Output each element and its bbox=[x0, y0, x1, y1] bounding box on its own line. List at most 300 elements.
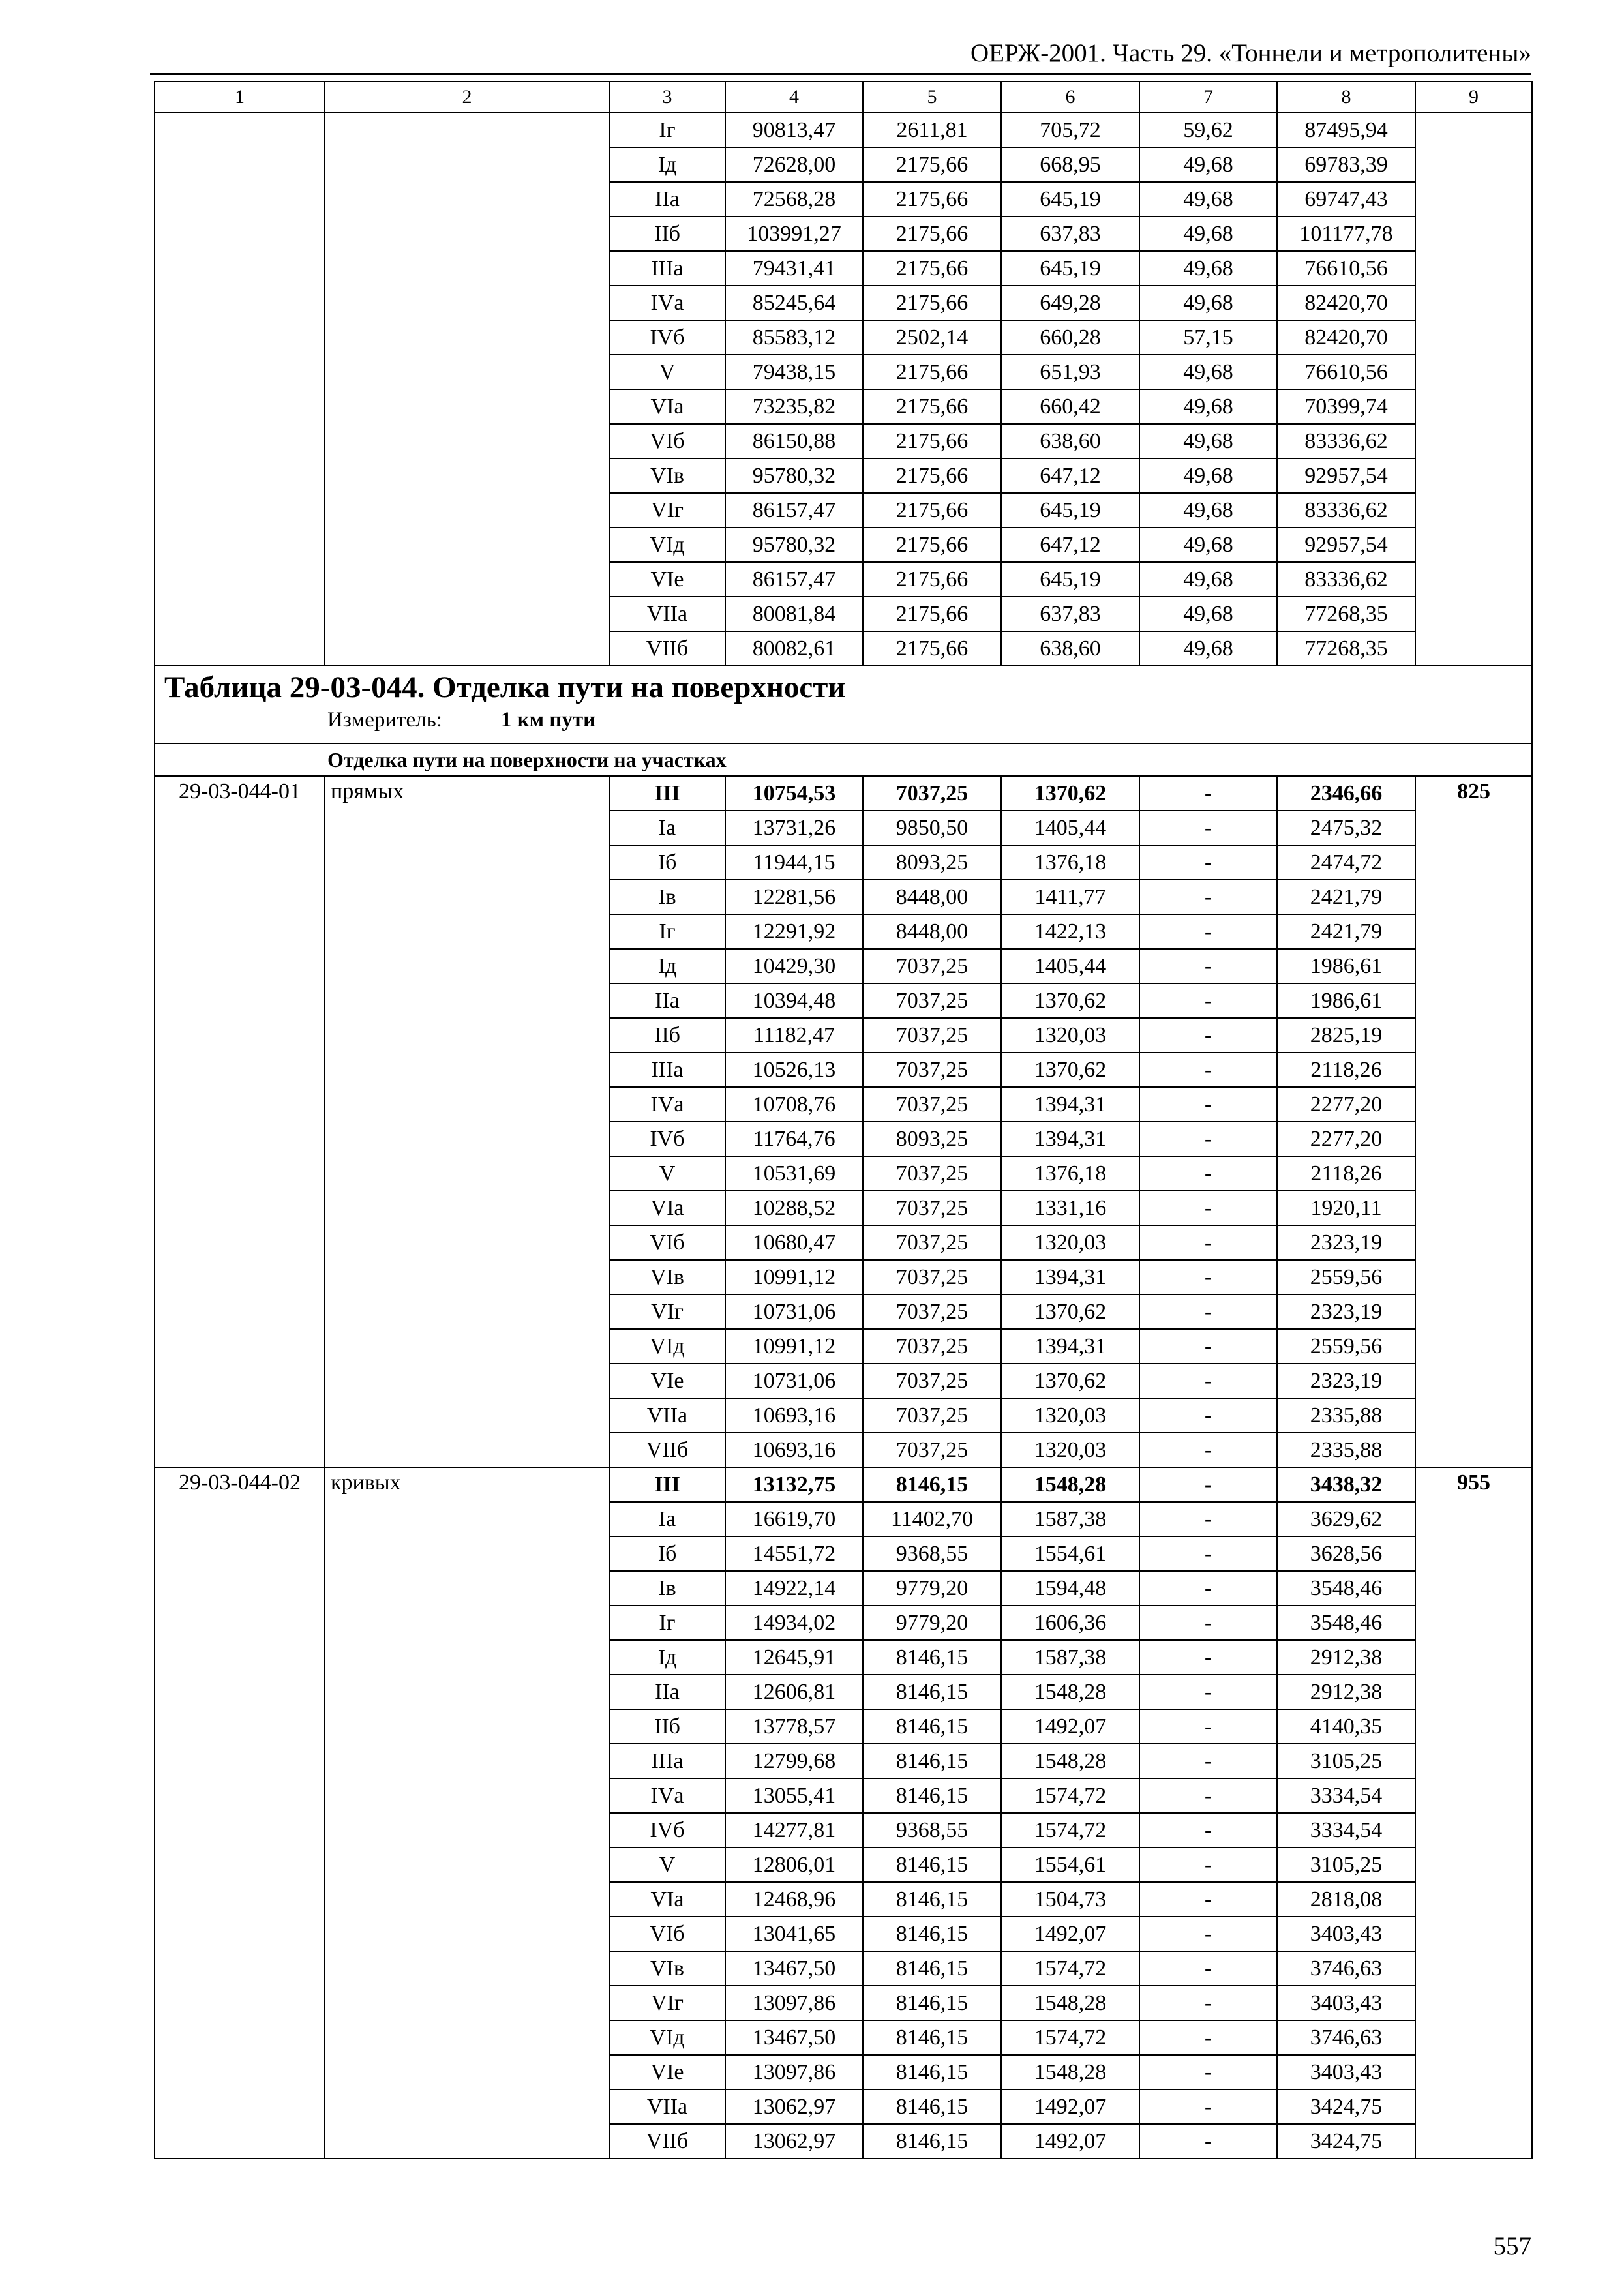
value-cell: 2175,66 bbox=[863, 286, 1001, 320]
value-cell: 77268,35 bbox=[1277, 597, 1415, 631]
value-cell: 86157,47 bbox=[725, 493, 863, 528]
value-cell: - bbox=[1139, 1467, 1277, 1502]
value-cell: VIIа bbox=[609, 1398, 725, 1433]
value-cell: 1394,31 bbox=[1001, 1122, 1139, 1156]
value-cell: 49,68 bbox=[1139, 389, 1277, 424]
value-cell: Iв bbox=[609, 1571, 725, 1606]
value-cell: 1986,61 bbox=[1277, 949, 1415, 983]
value-cell: 3334,54 bbox=[1277, 1778, 1415, 1813]
value-cell: 10531,69 bbox=[725, 1156, 863, 1191]
value-cell: 2175,66 bbox=[863, 217, 1001, 251]
value-cell: 1587,38 bbox=[1001, 1640, 1139, 1675]
value-cell: VIв bbox=[609, 1260, 725, 1294]
table-title-cell bbox=[155, 666, 1532, 743]
value-cell: 2346,66 bbox=[1277, 776, 1415, 811]
value-cell: 12645,91 bbox=[725, 1640, 863, 1675]
value-cell: - bbox=[1139, 1951, 1277, 1986]
value-cell: 92957,54 bbox=[1277, 458, 1415, 493]
value-cell: 1394,31 bbox=[1001, 1087, 1139, 1122]
value-cell: - bbox=[1139, 1502, 1277, 1536]
value-cell: 101177,78 bbox=[1277, 217, 1415, 251]
value-cell: - bbox=[1139, 845, 1277, 880]
value-cell: 2825,19 bbox=[1277, 1018, 1415, 1053]
value-cell: Iд bbox=[609, 949, 725, 983]
value-cell: - bbox=[1139, 1640, 1277, 1675]
value-cell: 49,68 bbox=[1139, 493, 1277, 528]
value-cell: 2175,66 bbox=[863, 631, 1001, 666]
value-cell: - bbox=[1139, 2124, 1277, 2159]
value-cell: 59,62 bbox=[1139, 113, 1277, 147]
value-cell: - bbox=[1139, 1986, 1277, 2020]
column-number: 5 bbox=[863, 82, 1001, 113]
value-cell: Iг bbox=[609, 914, 725, 949]
value-cell: 1606,36 bbox=[1001, 1606, 1139, 1640]
value-cell: IVа bbox=[609, 1087, 725, 1122]
value-cell: 49,68 bbox=[1139, 147, 1277, 182]
value-cell: 1405,44 bbox=[1001, 949, 1139, 983]
value-cell: 651,93 bbox=[1001, 355, 1139, 389]
value-cell: 83336,62 bbox=[1277, 562, 1415, 597]
value-cell: 1394,31 bbox=[1001, 1329, 1139, 1364]
value-cell: 2421,79 bbox=[1277, 880, 1415, 914]
value-cell: 3105,25 bbox=[1277, 1848, 1415, 1882]
value-cell: 3403,43 bbox=[1277, 1917, 1415, 1951]
value-cell: 1548,28 bbox=[1001, 1467, 1139, 1502]
value-cell: 2175,66 bbox=[863, 562, 1001, 597]
table-row bbox=[155, 776, 1532, 811]
value-cell: 8146,15 bbox=[863, 2124, 1001, 2159]
value-cell: 14277,81 bbox=[725, 1813, 863, 1848]
value-cell: 3548,46 bbox=[1277, 1571, 1415, 1606]
value-cell: 1320,03 bbox=[1001, 1018, 1139, 1053]
value-cell: - bbox=[1139, 2055, 1277, 2089]
value-cell: - bbox=[1139, 1329, 1277, 1364]
value-cell: 10731,06 bbox=[725, 1294, 863, 1329]
value-cell: 2175,66 bbox=[863, 493, 1001, 528]
value-cell: 86150,88 bbox=[725, 424, 863, 458]
value-cell: 1492,07 bbox=[1001, 1917, 1139, 1951]
value-cell: - bbox=[1139, 2020, 1277, 2055]
value-cell: 7037,25 bbox=[863, 1398, 1001, 1433]
value-cell: 83336,62 bbox=[1277, 424, 1415, 458]
value-cell: 1574,72 bbox=[1001, 1813, 1139, 1848]
value-cell: 8146,15 bbox=[863, 1675, 1001, 1709]
value-cell: 72568,28 bbox=[725, 182, 863, 217]
value-cell: 2118,26 bbox=[1277, 1053, 1415, 1087]
value-cell: 2175,66 bbox=[863, 355, 1001, 389]
value-cell: 2559,56 bbox=[1277, 1260, 1415, 1294]
meter-label: Измеритель: bbox=[327, 708, 442, 732]
value-cell: 645,19 bbox=[1001, 182, 1139, 217]
value-cell: 660,42 bbox=[1001, 389, 1139, 424]
value-cell: 7037,25 bbox=[863, 983, 1001, 1018]
value-cell: 645,19 bbox=[1001, 251, 1139, 286]
value-cell: 3438,32 bbox=[1277, 1467, 1415, 1502]
value-cell: 13467,50 bbox=[725, 1951, 863, 1986]
value-cell: IVб bbox=[609, 1122, 725, 1156]
value-cell: 49,68 bbox=[1139, 528, 1277, 562]
value-cell: 7037,25 bbox=[863, 949, 1001, 983]
column-number: 9 bbox=[1415, 82, 1532, 113]
value-cell: 13062,97 bbox=[725, 2089, 863, 2124]
value-cell: 69783,39 bbox=[1277, 147, 1415, 182]
value-cell: 7037,25 bbox=[863, 1225, 1001, 1260]
value-cell: 87495,94 bbox=[1277, 113, 1415, 147]
value-cell: - bbox=[1139, 1709, 1277, 1744]
value-cell: 13097,86 bbox=[725, 1986, 863, 2020]
value-cell: 103991,27 bbox=[725, 217, 863, 251]
column-number: 1 bbox=[155, 82, 325, 113]
value-cell: 2818,08 bbox=[1277, 1882, 1415, 1917]
value-cell: VIIб bbox=[609, 1433, 725, 1467]
value-cell: - bbox=[1139, 1191, 1277, 1225]
value-cell: VIIа bbox=[609, 597, 725, 631]
value-cell: 2912,38 bbox=[1277, 1675, 1415, 1709]
column-number: 2 bbox=[325, 82, 609, 113]
value-cell: 1331,16 bbox=[1001, 1191, 1139, 1225]
value-cell: 10991,12 bbox=[725, 1260, 863, 1294]
value-cell: 79431,41 bbox=[725, 251, 863, 286]
value-cell: 83336,62 bbox=[1277, 493, 1415, 528]
value-cell: 10394,48 bbox=[725, 983, 863, 1018]
value-cell: 8146,15 bbox=[863, 2089, 1001, 2124]
value-cell: 13055,41 bbox=[725, 1778, 863, 1813]
value-cell: 8146,15 bbox=[863, 1709, 1001, 1744]
value-cell: 57,15 bbox=[1139, 320, 1277, 355]
value-cell: 645,19 bbox=[1001, 562, 1139, 597]
value-cell: - bbox=[1139, 1018, 1277, 1053]
value-cell: - bbox=[1139, 1848, 1277, 1882]
value-cell: IVа bbox=[609, 286, 725, 320]
value-cell: 647,12 bbox=[1001, 528, 1139, 562]
value-cell: - bbox=[1139, 1536, 1277, 1571]
item-code: 29-03-044-02 bbox=[155, 1467, 325, 2159]
value-cell: 1492,07 bbox=[1001, 2124, 1139, 2159]
labor-cost: 825 bbox=[1415, 776, 1532, 1467]
value-cell: - bbox=[1139, 1813, 1277, 1848]
value-cell: VIб bbox=[609, 1225, 725, 1260]
value-cell: Iд bbox=[609, 1640, 725, 1675]
value-cell: 85245,64 bbox=[725, 286, 863, 320]
value-cell: 79438,15 bbox=[725, 355, 863, 389]
table-title-row bbox=[155, 666, 1532, 743]
value-cell: 637,83 bbox=[1001, 597, 1139, 631]
value-cell: 705,72 bbox=[1001, 113, 1139, 147]
value-cell: 10754,53 bbox=[725, 776, 863, 811]
value-cell: IIа bbox=[609, 1675, 725, 1709]
value-cell: 10693,16 bbox=[725, 1398, 863, 1433]
value-cell: 3105,25 bbox=[1277, 1744, 1415, 1778]
value-cell: - bbox=[1139, 949, 1277, 983]
value-cell: 3334,54 bbox=[1277, 1813, 1415, 1848]
value-cell: 1574,72 bbox=[1001, 1778, 1139, 1813]
value-cell: 76610,56 bbox=[1277, 251, 1415, 286]
value-cell: 86157,47 bbox=[725, 562, 863, 597]
value-cell: 1320,03 bbox=[1001, 1433, 1139, 1467]
value-cell: VIб bbox=[609, 1917, 725, 1951]
value-cell: 10708,76 bbox=[725, 1087, 863, 1122]
item-description: прямых bbox=[325, 776, 609, 1467]
value-cell: - bbox=[1139, 776, 1277, 811]
header-rule bbox=[150, 73, 1531, 75]
value-cell: 1574,72 bbox=[1001, 2020, 1139, 2055]
value-cell: - bbox=[1139, 2089, 1277, 2124]
value-cell: 8146,15 bbox=[863, 2055, 1001, 2089]
value-cell: 647,12 bbox=[1001, 458, 1139, 493]
value-cell: 13062,97 bbox=[725, 2124, 863, 2159]
column-number-row bbox=[155, 82, 1532, 113]
value-cell: 2175,66 bbox=[863, 389, 1001, 424]
value-cell: 49,68 bbox=[1139, 286, 1277, 320]
value-cell: 72628,00 bbox=[725, 147, 863, 182]
value-cell: 10288,52 bbox=[725, 1191, 863, 1225]
value-cell: 9779,20 bbox=[863, 1571, 1001, 1606]
value-cell: 13097,86 bbox=[725, 2055, 863, 2089]
value-cell: 8146,15 bbox=[863, 1986, 1001, 2020]
page-number: 557 bbox=[1493, 2232, 1531, 2260]
value-cell: 11944,15 bbox=[725, 845, 863, 880]
value-cell: 7037,25 bbox=[863, 1053, 1001, 1087]
value-cell: 92957,54 bbox=[1277, 528, 1415, 562]
value-cell: 7037,25 bbox=[863, 1156, 1001, 1191]
value-cell: 3403,43 bbox=[1277, 2055, 1415, 2089]
value-cell: 12281,56 bbox=[725, 880, 863, 914]
value-cell: - bbox=[1139, 1260, 1277, 1294]
value-cell: 1370,62 bbox=[1001, 983, 1139, 1018]
value-cell: 8146,15 bbox=[863, 1640, 1001, 1675]
value-cell: 668,95 bbox=[1001, 147, 1139, 182]
value-cell: 2118,26 bbox=[1277, 1156, 1415, 1191]
value-cell: IIа bbox=[609, 182, 725, 217]
value-cell: 660,28 bbox=[1001, 320, 1139, 355]
value-cell: IIа bbox=[609, 983, 725, 1018]
value-cell: III bbox=[609, 776, 725, 811]
value-cell: 8448,00 bbox=[863, 880, 1001, 914]
value-cell: IVб bbox=[609, 1813, 725, 1848]
value-cell: 8146,15 bbox=[863, 1951, 1001, 1986]
value-cell: 14922,14 bbox=[725, 1571, 863, 1606]
value-cell: 1920,11 bbox=[1277, 1191, 1415, 1225]
value-cell: 7037,25 bbox=[863, 1260, 1001, 1294]
value-cell: - bbox=[1139, 1571, 1277, 1606]
value-cell: Iб bbox=[609, 845, 725, 880]
value-cell: 2277,20 bbox=[1277, 1087, 1415, 1122]
description-cell bbox=[325, 113, 609, 666]
value-cell: 49,68 bbox=[1139, 597, 1277, 631]
value-cell: VIа bbox=[609, 389, 725, 424]
value-cell: - bbox=[1139, 1606, 1277, 1640]
value-cell: - bbox=[1139, 1364, 1277, 1398]
labor-cost: 955 bbox=[1415, 1467, 1532, 2159]
value-cell: VIе bbox=[609, 2055, 725, 2089]
value-cell: 3746,63 bbox=[1277, 1951, 1415, 1986]
value-cell: 49,68 bbox=[1139, 631, 1277, 666]
value-cell: 13731,26 bbox=[725, 811, 863, 845]
value-cell: - bbox=[1139, 1156, 1277, 1191]
value-cell: 4140,35 bbox=[1277, 1709, 1415, 1744]
column-number: 7 bbox=[1139, 82, 1277, 113]
value-cell: 2611,81 bbox=[863, 113, 1001, 147]
value-cell: 13467,50 bbox=[725, 2020, 863, 2055]
value-cell: 2502,14 bbox=[863, 320, 1001, 355]
value-cell: 2335,88 bbox=[1277, 1398, 1415, 1433]
value-cell: 1554,61 bbox=[1001, 1536, 1139, 1571]
value-cell: 3628,56 bbox=[1277, 1536, 1415, 1571]
value-cell: 7037,25 bbox=[863, 776, 1001, 811]
value-cell: Iг bbox=[609, 1606, 725, 1640]
value-cell: V bbox=[609, 355, 725, 389]
value-cell: 49,68 bbox=[1139, 562, 1277, 597]
value-cell: 10693,16 bbox=[725, 1433, 863, 1467]
value-cell: 2335,88 bbox=[1277, 1433, 1415, 1467]
value-cell: - bbox=[1139, 811, 1277, 845]
table-subtitle: Отделка пути на поверхности на участках bbox=[155, 743, 1532, 776]
item-code: 29-03-044-01 bbox=[155, 776, 325, 1467]
value-cell: 2559,56 bbox=[1277, 1329, 1415, 1364]
value-cell: VIг bbox=[609, 493, 725, 528]
value-cell: 3746,63 bbox=[1277, 2020, 1415, 2055]
value-cell: 2175,66 bbox=[863, 251, 1001, 286]
value-cell: 638,60 bbox=[1001, 631, 1139, 666]
value-cell: 80082,61 bbox=[725, 631, 863, 666]
value-cell: 1548,28 bbox=[1001, 2055, 1139, 2089]
value-cell: V bbox=[609, 1156, 725, 1191]
value-cell: 1548,28 bbox=[1001, 1675, 1139, 1709]
value-cell: 82420,70 bbox=[1277, 320, 1415, 355]
value-cell: 8093,25 bbox=[863, 845, 1001, 880]
value-cell: 645,19 bbox=[1001, 493, 1139, 528]
value-cell: 49,68 bbox=[1139, 458, 1277, 493]
value-cell: 1411,77 bbox=[1001, 880, 1139, 914]
value-cell: VIе bbox=[609, 1364, 725, 1398]
value-cell: - bbox=[1139, 1882, 1277, 1917]
price-table bbox=[154, 81, 1533, 2159]
value-cell: Iг bbox=[609, 113, 725, 147]
value-cell: 77268,35 bbox=[1277, 631, 1415, 666]
value-cell: 70399,74 bbox=[1277, 389, 1415, 424]
running-header: ОЕРЖ-2001. Часть 29. «Тоннели и метрополитены» bbox=[970, 39, 1531, 67]
value-cell: 76610,56 bbox=[1277, 355, 1415, 389]
value-cell: 8146,15 bbox=[863, 1848, 1001, 1882]
meter-value: 1 км пути bbox=[500, 708, 596, 732]
value-cell: 649,28 bbox=[1001, 286, 1139, 320]
value-cell: 69747,43 bbox=[1277, 182, 1415, 217]
meter-line bbox=[164, 706, 1531, 734]
value-cell: Iа bbox=[609, 811, 725, 845]
value-cell: 1405,44 bbox=[1001, 811, 1139, 845]
value-cell: 1370,62 bbox=[1001, 1294, 1139, 1329]
value-cell: 7037,25 bbox=[863, 1294, 1001, 1329]
value-cell: 1394,31 bbox=[1001, 1260, 1139, 1294]
value-cell: 12799,68 bbox=[725, 1744, 863, 1778]
table-body bbox=[155, 82, 1532, 2159]
value-cell: 2474,72 bbox=[1277, 845, 1415, 880]
value-cell: VIIб bbox=[609, 631, 725, 666]
value-cell: 95780,32 bbox=[725, 458, 863, 493]
value-cell: 1320,03 bbox=[1001, 1398, 1139, 1433]
value-cell: VIд bbox=[609, 528, 725, 562]
value-cell: 11182,47 bbox=[725, 1018, 863, 1053]
value-cell: - bbox=[1139, 1294, 1277, 1329]
value-cell: 7037,25 bbox=[863, 1329, 1001, 1364]
value-cell: VIIб bbox=[609, 2124, 725, 2159]
value-cell: 1548,28 bbox=[1001, 1986, 1139, 2020]
value-cell: 10680,47 bbox=[725, 1225, 863, 1260]
value-cell: Iд bbox=[609, 147, 725, 182]
value-cell: 12606,81 bbox=[725, 1675, 863, 1709]
value-cell: 2475,32 bbox=[1277, 811, 1415, 845]
value-cell: 2175,66 bbox=[863, 182, 1001, 217]
value-cell: 9368,55 bbox=[863, 1813, 1001, 1848]
value-cell: - bbox=[1139, 983, 1277, 1018]
labor-cell bbox=[1415, 113, 1532, 666]
value-cell: - bbox=[1139, 1225, 1277, 1260]
value-cell: Iа bbox=[609, 1502, 725, 1536]
value-cell: 2323,19 bbox=[1277, 1364, 1415, 1398]
value-cell: VIв bbox=[609, 1951, 725, 1986]
value-cell: 8146,15 bbox=[863, 2020, 1001, 2055]
value-cell: 9779,20 bbox=[863, 1606, 1001, 1640]
value-cell: 14551,72 bbox=[725, 1536, 863, 1571]
column-number: 6 bbox=[1001, 82, 1139, 113]
value-cell: 49,68 bbox=[1139, 424, 1277, 458]
value-cell: 3629,62 bbox=[1277, 1502, 1415, 1536]
value-cell: 1376,18 bbox=[1001, 1156, 1139, 1191]
value-cell: Iб bbox=[609, 1536, 725, 1571]
value-cell: 11402,70 bbox=[863, 1502, 1001, 1536]
value-cell: 1422,13 bbox=[1001, 914, 1139, 949]
value-cell: 2175,66 bbox=[863, 597, 1001, 631]
value-cell: - bbox=[1139, 1917, 1277, 1951]
value-cell: VIд bbox=[609, 1329, 725, 1364]
value-cell: 8146,15 bbox=[863, 1744, 1001, 1778]
value-cell: 3424,75 bbox=[1277, 2089, 1415, 2124]
value-cell: - bbox=[1139, 880, 1277, 914]
value-cell: III bbox=[609, 1467, 725, 1502]
value-cell: 16619,70 bbox=[725, 1502, 863, 1536]
value-cell: - bbox=[1139, 1744, 1277, 1778]
value-cell: VIв bbox=[609, 458, 725, 493]
value-cell: 3424,75 bbox=[1277, 2124, 1415, 2159]
value-cell: 8146,15 bbox=[863, 1882, 1001, 1917]
value-cell: IVб bbox=[609, 320, 725, 355]
value-cell: VIг bbox=[609, 1294, 725, 1329]
value-cell: 7037,25 bbox=[863, 1087, 1001, 1122]
value-cell: - bbox=[1139, 1433, 1277, 1467]
value-cell: IIб bbox=[609, 1018, 725, 1053]
value-cell: 2175,66 bbox=[863, 424, 1001, 458]
value-cell: 3403,43 bbox=[1277, 1986, 1415, 2020]
value-cell: 12468,96 bbox=[725, 1882, 863, 1917]
value-cell: 1594,48 bbox=[1001, 1571, 1139, 1606]
value-cell: 2277,20 bbox=[1277, 1122, 1415, 1156]
value-cell: 2912,38 bbox=[1277, 1640, 1415, 1675]
value-cell: IIIа bbox=[609, 251, 725, 286]
value-cell: 2323,19 bbox=[1277, 1294, 1415, 1329]
value-cell: 7037,25 bbox=[863, 1364, 1001, 1398]
value-cell: 80081,84 bbox=[725, 597, 863, 631]
value-cell: VIа bbox=[609, 1191, 725, 1225]
value-cell: 2175,66 bbox=[863, 147, 1001, 182]
value-cell: 13041,65 bbox=[725, 1917, 863, 1951]
value-cell: 7037,25 bbox=[863, 1018, 1001, 1053]
value-cell: 637,83 bbox=[1001, 217, 1139, 251]
value-cell: IVа bbox=[609, 1778, 725, 1813]
value-cell: 2323,19 bbox=[1277, 1225, 1415, 1260]
column-number: 3 bbox=[609, 82, 725, 113]
value-cell: - bbox=[1139, 1122, 1277, 1156]
value-cell: 8146,15 bbox=[863, 1917, 1001, 1951]
